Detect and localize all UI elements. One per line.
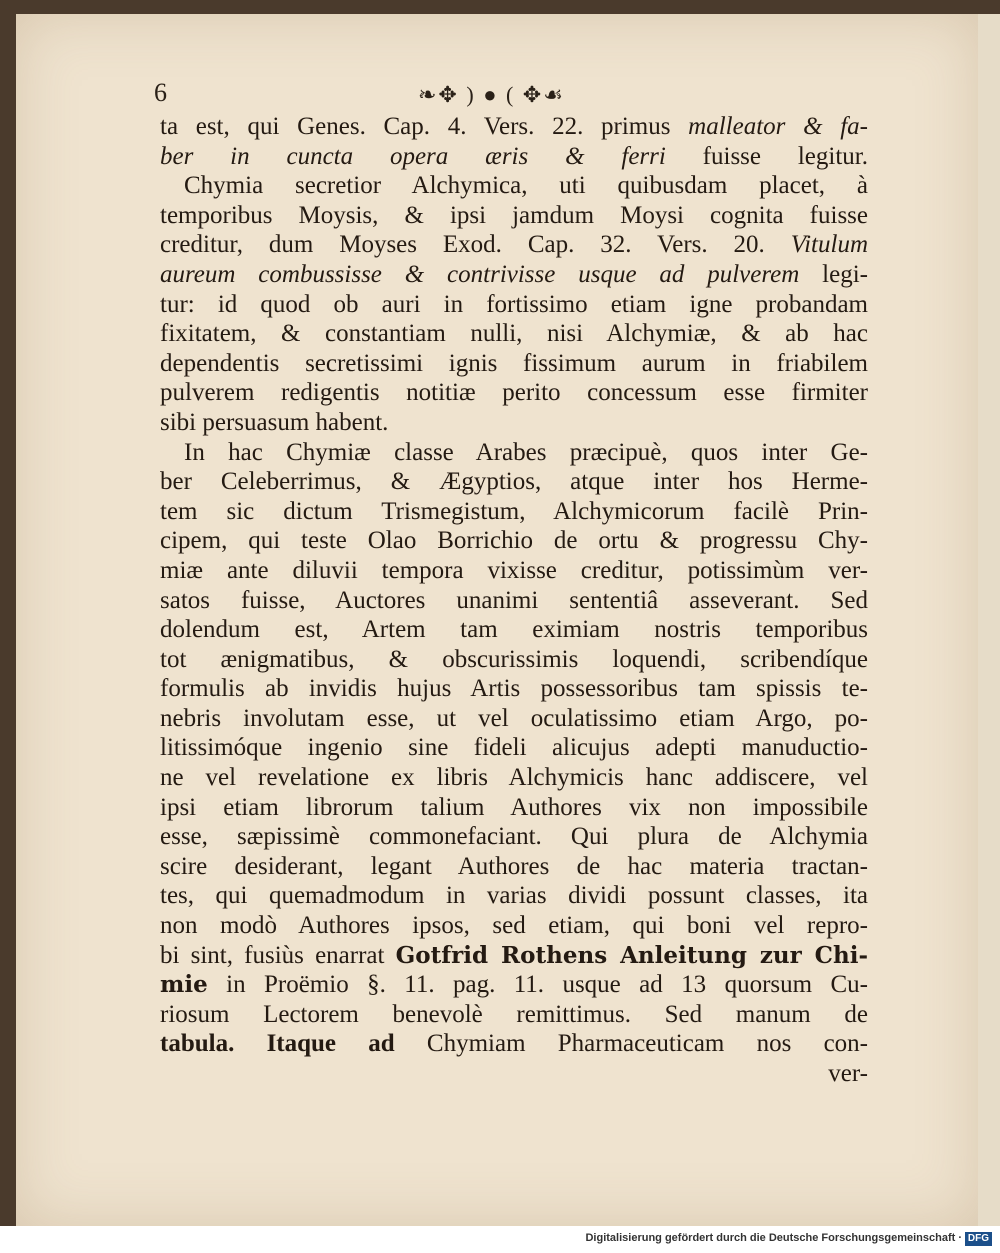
text-line: tur: id quod ob auri in fortissimo etiam igne probandam (160, 290, 868, 318)
text-line: satos fuisse, Auctores unanimi sententiâ asseverant. Sed (160, 586, 868, 614)
page-edge (978, 14, 1000, 1226)
text-line: temporibus Moysis, & ipsi jamdum Moysi cognita fuisse (160, 201, 868, 229)
text-line: creditur, dum Moyses Exod. Cap. 32. Vers. 20. Vitulum (160, 231, 868, 259)
text-line: fixitatem, & constantiam nulli, nisi Alchymiæ, & ab hac (160, 320, 868, 348)
body-text (160, 112, 868, 1089)
funding-credit: Digitalisierung gefördert durch die Deutsche Forschungsgemeinschaft · (585, 1232, 962, 1244)
text-line: nebris involutam esse, ut vel oculatissimo etiam Argo, po- (160, 704, 868, 732)
text-line: dependentis secretissimi ignis fissimum aurum in friabilem (160, 349, 868, 377)
text-line: tem sic dictum Trismegistum, Alchymicorum facilè Prin- (160, 497, 868, 525)
text-line: esse, sæpissimè commonefaciant. Qui plura de Alchymia (160, 823, 868, 851)
text-line: sibi persuasum habent. (160, 408, 389, 436)
text-line: ne vel revelatione ex libris Alchymicis hanc addiscere, vel (160, 764, 868, 792)
text-line: riosum Lectorem benevolè remittimus. Sed manum de (160, 1000, 868, 1028)
text-line: dolendum est, Artem tam eximiam nostris temporibus (160, 616, 868, 644)
text-line: tabula. Itaque ad Chymiam Pharmaceuticam nos con- (160, 1030, 868, 1058)
text-line: scire desiderant, legant Authores de hac materia tractan- (160, 852, 868, 880)
text-line: non modò Authores ipsos, sed etiam, qui boni vel repro- (160, 912, 868, 940)
text-line: cipem, qui teste Olao Borrichio de ortu & progressu Chy- (160, 527, 868, 555)
text-line: tes, qui quemadmodum in varias dividi possunt classes, ita (160, 882, 868, 910)
text-line: ipsi etiam librorum talium Authores vix non impossibile (160, 793, 868, 821)
page-header (150, 78, 870, 110)
paragraph-start: Chymia secretior Alchymica, uti quibusdam placet, à (184, 172, 868, 200)
page-number: 6 (154, 78, 167, 107)
text-line: ber Celeberrimus, & Ægyptios, atque inter hos Herme- (160, 468, 868, 496)
text-line: aureum combussisse & contrivisse usque ad pulverem legi- (160, 260, 868, 288)
text-line: miæ ante diluvii tempora vixisse creditur, potissimùm ver- (160, 556, 868, 584)
text-line: pulverem redigentis notitiæ perito concessum esse firmiter (160, 379, 868, 407)
text-line: litissimóque ingenio sine fideli alicujus adepti manuductio- (160, 734, 868, 762)
catchword: ver- (828, 1060, 868, 1087)
text-line: ta est, qui Genes. Cap. 4. Vers. 22. primus malleator & fa- (160, 113, 868, 140)
dfg-logo-icon: DFG (965, 1232, 992, 1246)
text-line: tot ænigmatibus, & obscurissimis loquendi, scribendíque (160, 645, 868, 673)
paragraph-start: In hac Chymiæ classe Arabes præcipuè, quos inter Ge- (184, 438, 868, 466)
text-line: bi sint, fusiùs enarrat Gotfrid Rothens Anleitung zur Chi- (160, 941, 868, 969)
text-line: mie in Proëmio §. 11. pag. 11. usque ad 13 quorsum Cu- (160, 971, 868, 999)
text-line: ber in cuncta opera æris & ferri fuisse legitur. (160, 142, 868, 170)
header-ornament: ❧✥ ) ● ( ✥☙ (418, 82, 565, 107)
text-line: formulis ab invidis hujus Artis possessoribus tam spissis te- (160, 675, 868, 703)
